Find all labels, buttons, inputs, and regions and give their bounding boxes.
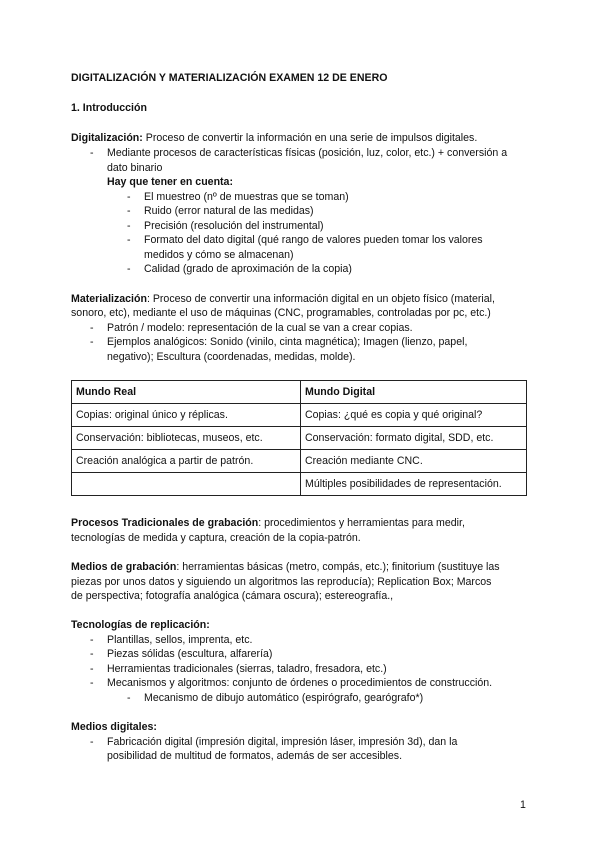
table-cell: Creación mediante CNC. — [301, 450, 527, 473]
bullet-dash: - — [127, 205, 131, 217]
table-cell: Creación analógica a partir de patrón. — [72, 450, 301, 473]
paragraph-line: sonoro, etc), mediante el uso de máquinas (CNC, programables, controladas por pc, etc.) — [71, 307, 491, 319]
bullet-text: posibilidad de multitud de formatos, además de ser accesibles. — [107, 750, 403, 762]
table-row — [72, 427, 527, 450]
materializacion-paragraph: Materialización: Proceso de convertir una información digital en un objeto físico (material, — [71, 293, 495, 305]
bullet-text: Mediante procesos de características físicas (posición, luz, color, etc.) + conversión a — [107, 147, 508, 159]
bullet-dash: - — [90, 322, 94, 334]
table-row — [72, 404, 527, 427]
medios-grabacion-paragraph: Medios de grabación: herramientas básicas (metro, compás, etc.); finitorium (sustituye las — [71, 561, 500, 573]
bullet-dash: - — [90, 677, 94, 689]
bullet-text: Patrón / modelo: representación de la cual se van a crear copias. — [107, 322, 413, 334]
table-cell: Conservación: formato digital, SDD, etc. — [301, 427, 527, 450]
paragraph-line: de perspectiva; fotografía analógica (cámara oscura); estereografía., — [71, 590, 394, 602]
tecnologias-heading: Tecnologías de replicación: — [71, 619, 210, 631]
list-item: Ruido (error natural de las medidas) — [144, 205, 314, 217]
table-cell: Múltiples posibilidades de representación. — [301, 473, 527, 496]
medios-digitales-heading: Medios digitales: — [71, 721, 157, 733]
table-row — [72, 450, 527, 473]
bullet-text: Fabricación digital (impresión digital, impresión láser, impresión 3d), dan la — [107, 736, 458, 748]
list-item: El muestreo (nº de muestras que se toman) — [144, 191, 349, 203]
list-item: Precisión (resolución del instrumental) — [144, 220, 324, 232]
subheading: Hay que tener en cuenta: — [107, 176, 233, 188]
table-cell — [72, 473, 301, 496]
paragraph-line: tecnologías de medida y captura, creación de la copia-patrón. — [71, 532, 361, 544]
table-cell: Conservación: bibliotecas, museos, etc. — [72, 427, 301, 450]
bullet-dash: - — [90, 336, 94, 348]
list-item: Calidad (grado de aproximación de la copia) — [144, 263, 352, 275]
bullet-dash: - — [127, 191, 131, 203]
table-header: Mundo Digital — [301, 381, 527, 404]
digitalizacion-paragraph: Digitalización: Proceso de convertir la información en una serie de impulsos digitales. — [71, 132, 478, 144]
list-item: medidos y cómo se almacenan) — [144, 249, 294, 261]
document-title: DIGITALIZACIÓN Y MATERIALIZACIÓN EXAMEN 12 DE ENERO — [71, 72, 388, 84]
section-heading: 1. Introducción — [71, 102, 147, 114]
bullet-dash: - — [127, 234, 131, 246]
list-item: Mecanismo de dibujo automático (espirógrafo, gearógrafo*) — [144, 692, 424, 704]
bullet-dash: - — [127, 692, 131, 704]
table-header: Mundo Real — [72, 381, 301, 404]
list-item: Mecanismos y algoritmos: conjunto de órdenes o procedimientos de construcción. — [107, 677, 493, 689]
bullet-text: dato binario — [107, 162, 163, 174]
list-item: Formato del dato digital (qué rango de valores pueden tomar los valores — [144, 234, 483, 246]
page-number: 1 — [520, 799, 526, 811]
bullet-dash: - — [90, 634, 94, 646]
comparison-table — [71, 380, 527, 496]
bullet-dash: - — [90, 736, 94, 748]
table-cell: Copias: original único y réplicas. — [72, 404, 301, 427]
procesos-paragraph: Procesos Tradicionales de grabación: procedimientos y herramientas para medir, — [71, 517, 465, 529]
bullet-dash: - — [90, 663, 94, 675]
table-row — [72, 473, 527, 496]
list-item: Piezas sólidas (escultura, alfarería) — [107, 648, 273, 660]
paragraph-line: piezas por unos datos y siguiendo un algoritmos las reproducía); Replication Box; Marcos — [71, 576, 492, 588]
list-item: Herramientas tradicionales (sierras, taladro, fresadora, etc.) — [107, 663, 387, 675]
bullet-dash: - — [127, 263, 131, 275]
bullet-dash: - — [90, 648, 94, 660]
list-item: Plantillas, sellos, imprenta, etc. — [107, 634, 253, 646]
table-cell: Copias: ¿qué es copia y qué original? — [301, 404, 527, 427]
bullet-dash: - — [127, 220, 131, 232]
bullet-dash: - — [90, 147, 94, 159]
bullet-text: Ejemplos analógicos: Sonido (vinilo, cinta magnética); Imagen (lienzo, papel, — [107, 336, 468, 348]
table-header-row — [72, 381, 527, 404]
bullet-text: negativo); Escultura (coordenadas, medidas, molde). — [107, 351, 356, 363]
